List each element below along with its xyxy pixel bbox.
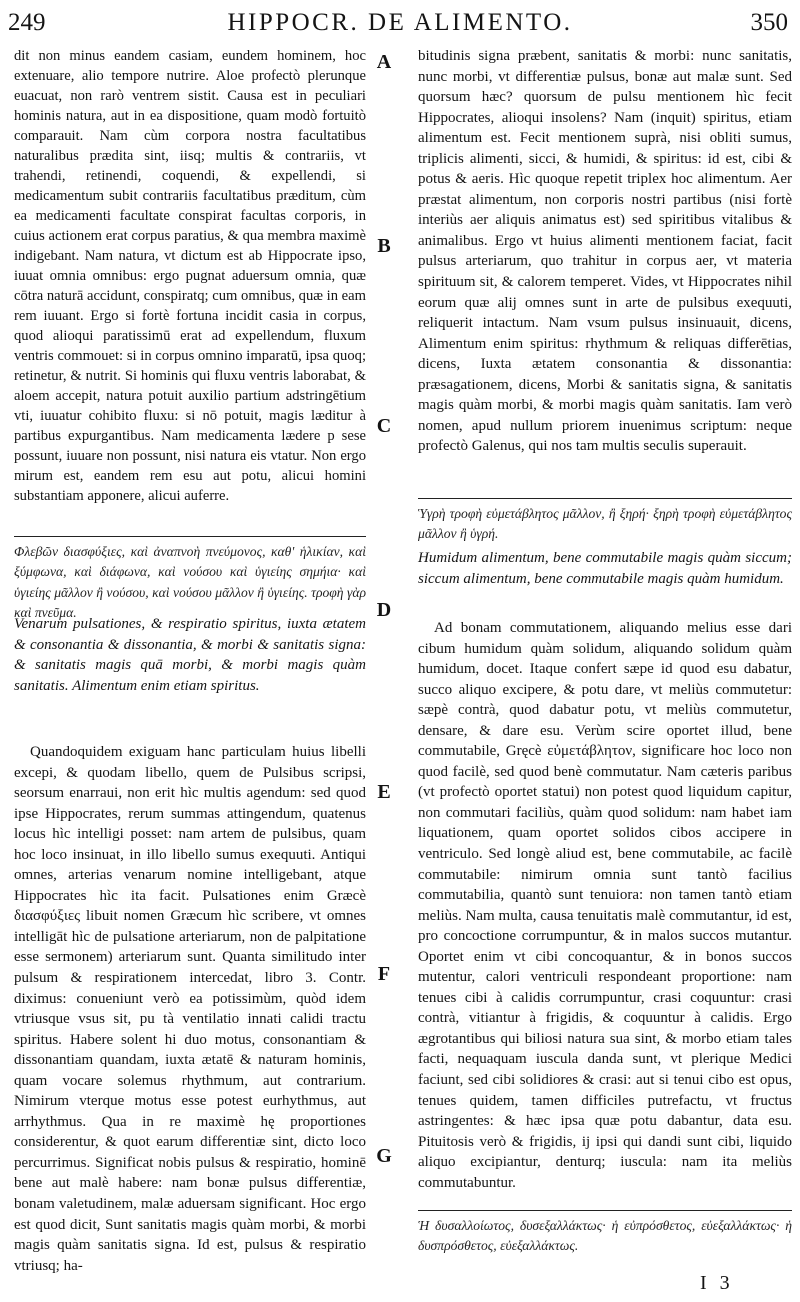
commentary-paragraph: Ad bonam commutationem, aliquando melius esse dari cibum humidum quàm solidum, aliquando solidum quàm humidum, docet. Itaque confert sæpe id quod esu dabatur, succo aliquo excipere, & potu dare, vt meliùs commutetur: sæpè contrà, quod dabatur potu, vt meliùs commutetur, densare, & dare esu. Verùm scire oportet illud, bene commutabile, Gręcè εὐμετάβλητον, significare hoc loco non quod facilè, sed quod benè commutatur. Nam cæteris paribus (vt profectò oportet statui) non potest quod liquidum capitur, non commutari faciliùs, quàm quod solidum: nam habet iam liquationem, quam oportet solidos cibos accipere in ventriculo. Sed longè aliud est, bene commutabile, ac facilè commutabile: nimirum omnia sunt tantò facilius commutabilia, quantò sunt tenuiora: non tamen tantò etiam meliùs. Nam multa, causa tenuitatis malè commutantur, id est, pro concoctione corrumpuntur, & in malos succos mutantur. Oportet enim vt cibi concoquantur, & in bonos succos mutentur, calori ventriculi respondeant proportione: nam tenues cibi à calidis corrumpuntur, crasi coquuntur: crasi contrà, vitiantur à frigidis, & coquuntur à calidis. Ergo ægrotantibus qui biliosi natura sua sint, & morbo etiam tales facti, nequaquam iuscula danda sunt, vt plerique Medici faciunt, sed cibi solidiores & crasi: aut si tenui cibo est opus, tenues quidem, tamen difficiles putrefactu, vt fructus astringentes: & hæc ipsa quæ potu dabantur, data esu. Pituitosis verò & frigidis, ij ipsi qui dandi sunt cibi, liquido aliquo excipiantur, denturq; iuscula: nam ita meliùs commutabuntur. <box>418 620 792 1191</box>
latin-translation: Humidum alimentum, bene commutabile magis quàm siccum; siccum alimentum, bene commutabile magis quàm humidum. <box>418 550 792 587</box>
margin-letter-a: A <box>376 51 392 73</box>
page-number-left: 249 <box>8 9 46 36</box>
margin-letter-g: G <box>376 1145 392 1167</box>
section-rule <box>418 1210 792 1211</box>
margin-letter-d: D <box>376 599 392 621</box>
signature-mark: I 3 <box>700 1272 734 1294</box>
latin-translation: Venarum pulsationes, & respiratio spiritus, iuxta ætatem & consonantia & dissonantia, & morbi & sanitatis signa: & sanitatis magis quā morbi, & morbi magis quàm sanitatis. Alimentum enim etiam spiritus. <box>14 616 366 694</box>
greek-aphorism: Ἡ δυσαλλοίωτος, δυσεξαλλάκτως· ἡ εὐπρόσθετος, εὐεξαλλάκτως· ἡ δυσπρόσθετος, εὐεξαλλάκτως. <box>418 1218 792 1254</box>
page-number-right: 350 <box>750 9 788 36</box>
commentary-paragraph: dit non minus eandem casiam, eundem hominem, hoc extenuare, alio tempore nutrire. Aloe profectò plerunque euacuat, non rarò ventrem sistit. Causa est in peculiari hominis natura, aut in ea dispositione, quam modò fortuitò comparauit. Nam cùm corpora nostra facultatibus naturalibus prædita sint, iisq; multis & contrariis, vt trahendi, retinendi, coquendi, & expellendi, si medicamentum subit contrariis facultatibus præditum, cùm ea medicamenti facultate conspirat facultas corporis, in cuius actionem erat corpus paratius, & qua membra maximè indigebant. Nam natura, vt dictum est ab Hippocrate ipso, iuuat omnia omnibus: ergo pugnat aduersum omnia, quæ cōtra naturā accidunt, conspiratq; cum omnibus, quæ in eam rem iuuant. Ergo si fortè fortuna incidit casia in corpus, quod alioqui paratissimū erat ad expellendum, fluxum ventris commouet: si in corpus omnino imparatū, ipsa quoq; retinetur, & nutrit. Si hominis qui fluxu ventris laborabat, & aloem accepit, natura potuit auxilio partium adstringētium vti, iuuatur cohibito fluxu: si nō potuit, magis læditur à partibus expurgantibus. Nam medicamenta lædere p sese possunt, iuuare non possunt, nisi natura eis vtatur. Non ergo mirum est, eandem rem esu aut potu, alicui homini substantiam apponere, alicui auferre. <box>14 48 366 504</box>
margin-letter-c: C <box>376 415 392 437</box>
greek-aphorism: Ὑγρὴ τροφὴ εὐμετάβλητος μᾶλλον, ἢ ξηρή· ξηρὴ τροφὴ εὐμετάβλητος μᾶλλον ἢ ὑγρή. <box>418 506 792 542</box>
greek-aphorism: Φλεβῶν διασφύξιες, καὶ ἀναπνοὴ πνεύμονος, καθ' ἡλικίαν, καὶ ξύμφωνα, καὶ διάφωνα, καὶ νούσου καὶ ὑγιείης σημήια· καὶ ὑγιείης μᾶλλον ἢ νούσου, καὶ νούσου μᾶλλον ἢ ὑγιείης. τροφὴ γὰρ καὶ πνεῦμα. <box>14 544 366 620</box>
commentary-paragraph: Quandoquidem exiguam hanc particulam huius libelli excepi, & quodam libello, quem de Pulsibus scripsi, seorsum enarraui, non erit hìc multis agendum: sed quod ipse Hippocrates, rerum summas attingendum, quatenus locus hìc intelligi posset: nam artem de pulsibus, quam hoc loco insinuat, in illo libello sumus exequuti. Antiqui omnes, arterias venarum nomine intelligebant, atque Hippocrates hìc ita facit. Pulsationes enim Græcè διασφύξιες libuit nomen Græcum hìc scribere, vt omnes intelligāt hìc de pulsatione arteriarum, non de palpitatione esse sermonem) arteriarum sunt. Quanta similitudo inter pulsum & respirationem intercedat, libro 3. Contr. diximus: conueniunt verò ea potissimùm, quòd idem vtriusque vsus sit, pu tà ventilatio innati calidi tractu spiritus. Habere solent hi duo motus, consonantiam & dissonantiam quandam, iuxta ætatē & naturam hominis, quam vocare solemus rhythmum, aut contrarium. Nimirum vterque motus esse potest eurhythmus, aut arrhythmus. Qua in re maximè hę proportiones considerentur, & quot earum differentiæ sint, dicto loco percurrimus. Significat nobis pulsus & respiratio, hominē bene aut malè habere: nam bonæ pulsus differentiæ, bonam valetudinem, malæ aduersam significant. Hoc ergo est quod dicit, Sunt sanitatis magis quàm morbi, & morbi magis quàm sanitatis signa. Id est, pulsus & respiratio vtriusq; ha- <box>14 744 366 1274</box>
margin-letter-f: F <box>377 963 391 985</box>
running-title: HIPPOCR. DE ALIMENTO. <box>227 9 573 36</box>
section-rule <box>14 536 366 537</box>
margin-letter-e: E <box>377 781 391 803</box>
margin-letter-b: B <box>377 235 391 257</box>
commentary-paragraph: bitudinis signa præbent, sanitatis & morbi: nunc sanitatis, nunc morbi, vt differentiæ pulsus, bonæ aut malæ sunt. Sed quorsum hæc? quorsum de pulsu mentionem hìc fecit Hippocrates, alioqui insolens? Nam (inquit) spiritus, etiam alimentum est. Fecit mentionem suprà, nisi obliti sumus, triplicis alimenti, sicci, & humidi, & spiritus: id est, cibi & potus & aeris. Hìc quoque repetit triplex hoc alimentum. Aer præstat alimentum, non corporis nostri partibus (nisi fortè interiùs aer aliquis animatus est) sed spiritibus vitalibus & animalibus. Ergo vt huius alimenti mentionem faciat, facit pulsus arteriarum, quo trahitur in corpus aer, vt materia spirituum sit, & calorem temperet. Vides, vt Hippocrates nihil eorum quæ alij omnes sunt in arte de pulsibus exequuti, reliquerit intactum. Nam vsum pulsus insinuauit, dicens, Alimentum enim spiritus: rhythmum & reliquas differētias, dicens, Iuxta ætatem consonantia & dissonantia: præsagationem, dicens, Morbi & sanitatis signa, & sanitatis magis quàm morbi, & morbi magis quàm sanitatis. Iam verò nomen, apud nullum priorem inuenimus scriptum: neque profectò Galenus, qui nos tam multis seculis superauit. <box>418 48 792 455</box>
section-rule <box>418 498 792 499</box>
